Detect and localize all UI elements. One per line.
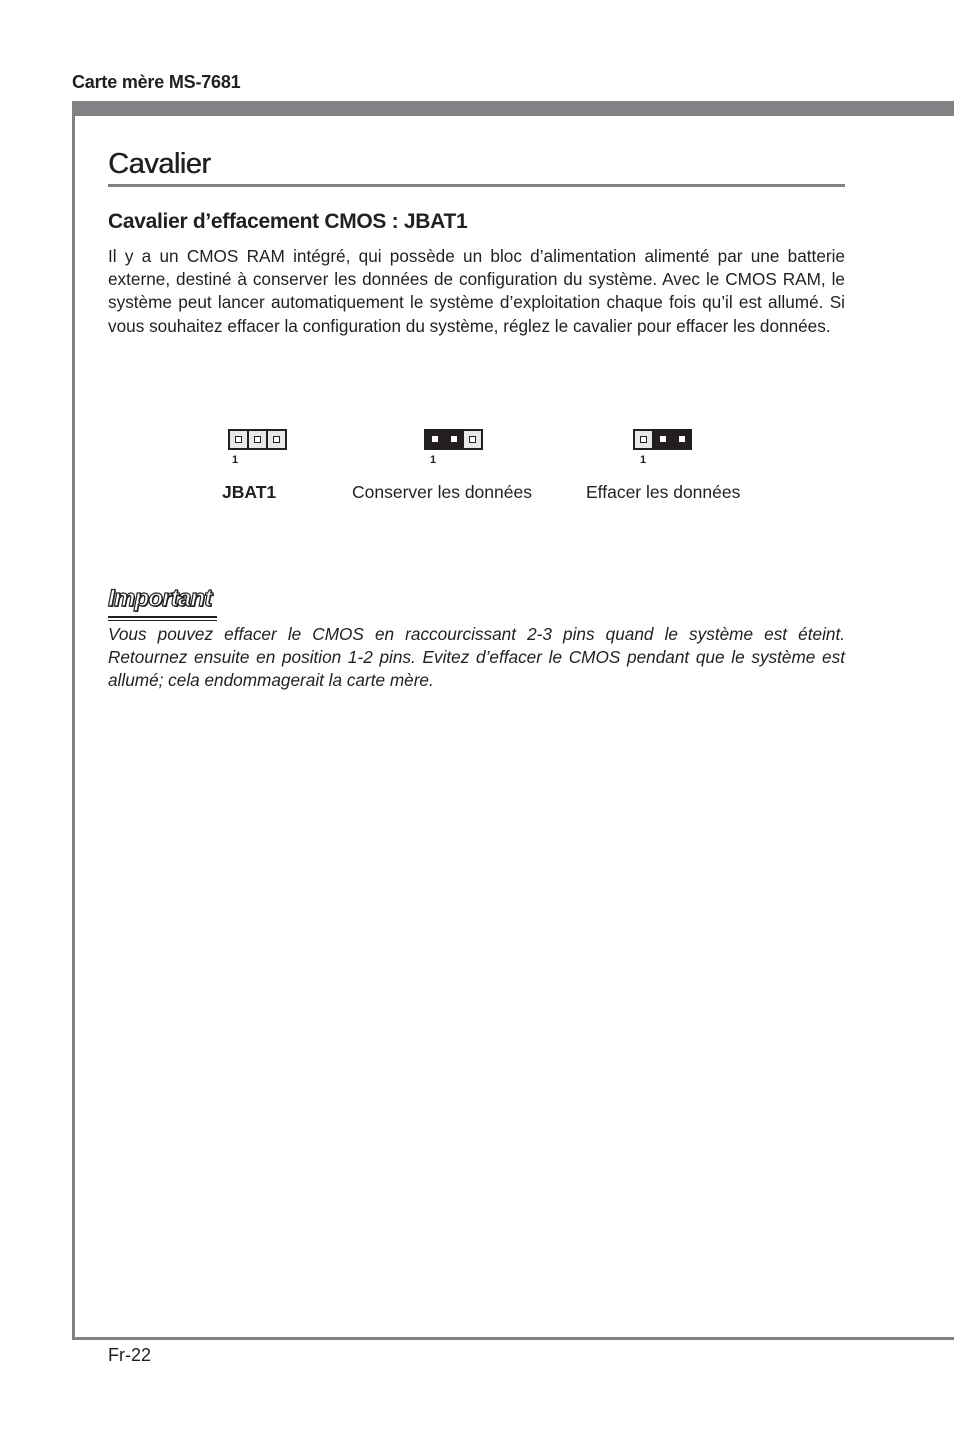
subsection-title: Cavalier d’effacement CMOS : JBAT1: [108, 210, 468, 233]
page-number: Fr-22: [108, 1345, 152, 1365]
jumper-pin-1: [228, 429, 249, 450]
jumper-pin-1: [633, 429, 654, 450]
jumper-diagram-keep-data: [424, 429, 486, 450]
jumper-caption-clear-data: Effacer les données: [586, 482, 741, 502]
jumper-diagram-jbat1: [228, 429, 290, 450]
important-label: Important: [108, 585, 212, 612]
jumper-pin-3: [462, 429, 483, 450]
important-note: Vous pouvez effacer le CMOS en raccourcissant 2-3 pins quand le système est éteint. Retournez ensuite en position 1-2 pins. Evitez d’effacer le CMOS pendant que le système est allumé; cela endommagerait la carte mère.: [108, 624, 845, 691]
section-title: Cavalier: [108, 148, 211, 180]
body-paragraph: Il y a un CMOS RAM intégré, qui possède un bloc d’alimentation alimenté par une batterie externe, destiné à conserver les données de configuration du système. Avec le CMOS RAM, le système peut lancer automatiquement le système d’exploitation chaque fois qu’il est allumé. Si vous souhaitez effacer la configuration du système, réglez le cavalier pour effacer les données.: [108, 246, 845, 336]
header-bar: [72, 101, 954, 116]
pin-one-marker: 1: [640, 454, 647, 466]
jumper-caption-keep-data: Conserver les données: [352, 482, 532, 502]
pin-one-marker: 1: [430, 454, 437, 466]
important-underline: [108, 620, 217, 621]
jumper-cap: [652, 429, 692, 450]
footer-rule: [72, 1337, 954, 1340]
left-margin-rule: [72, 101, 75, 1340]
running-header: Carte mère MS-7681: [72, 72, 241, 92]
jumper-cap: [424, 429, 464, 450]
jumper-diagram-clear-data: [633, 429, 695, 450]
pin-one-marker: 1: [232, 454, 239, 466]
section-title-underline: [108, 184, 845, 187]
jumper-pin-3: [266, 429, 287, 450]
jumper-pin-2: [247, 429, 268, 450]
important-underline: [108, 616, 217, 618]
jumper-caption-jbat1: JBAT1: [222, 482, 277, 502]
